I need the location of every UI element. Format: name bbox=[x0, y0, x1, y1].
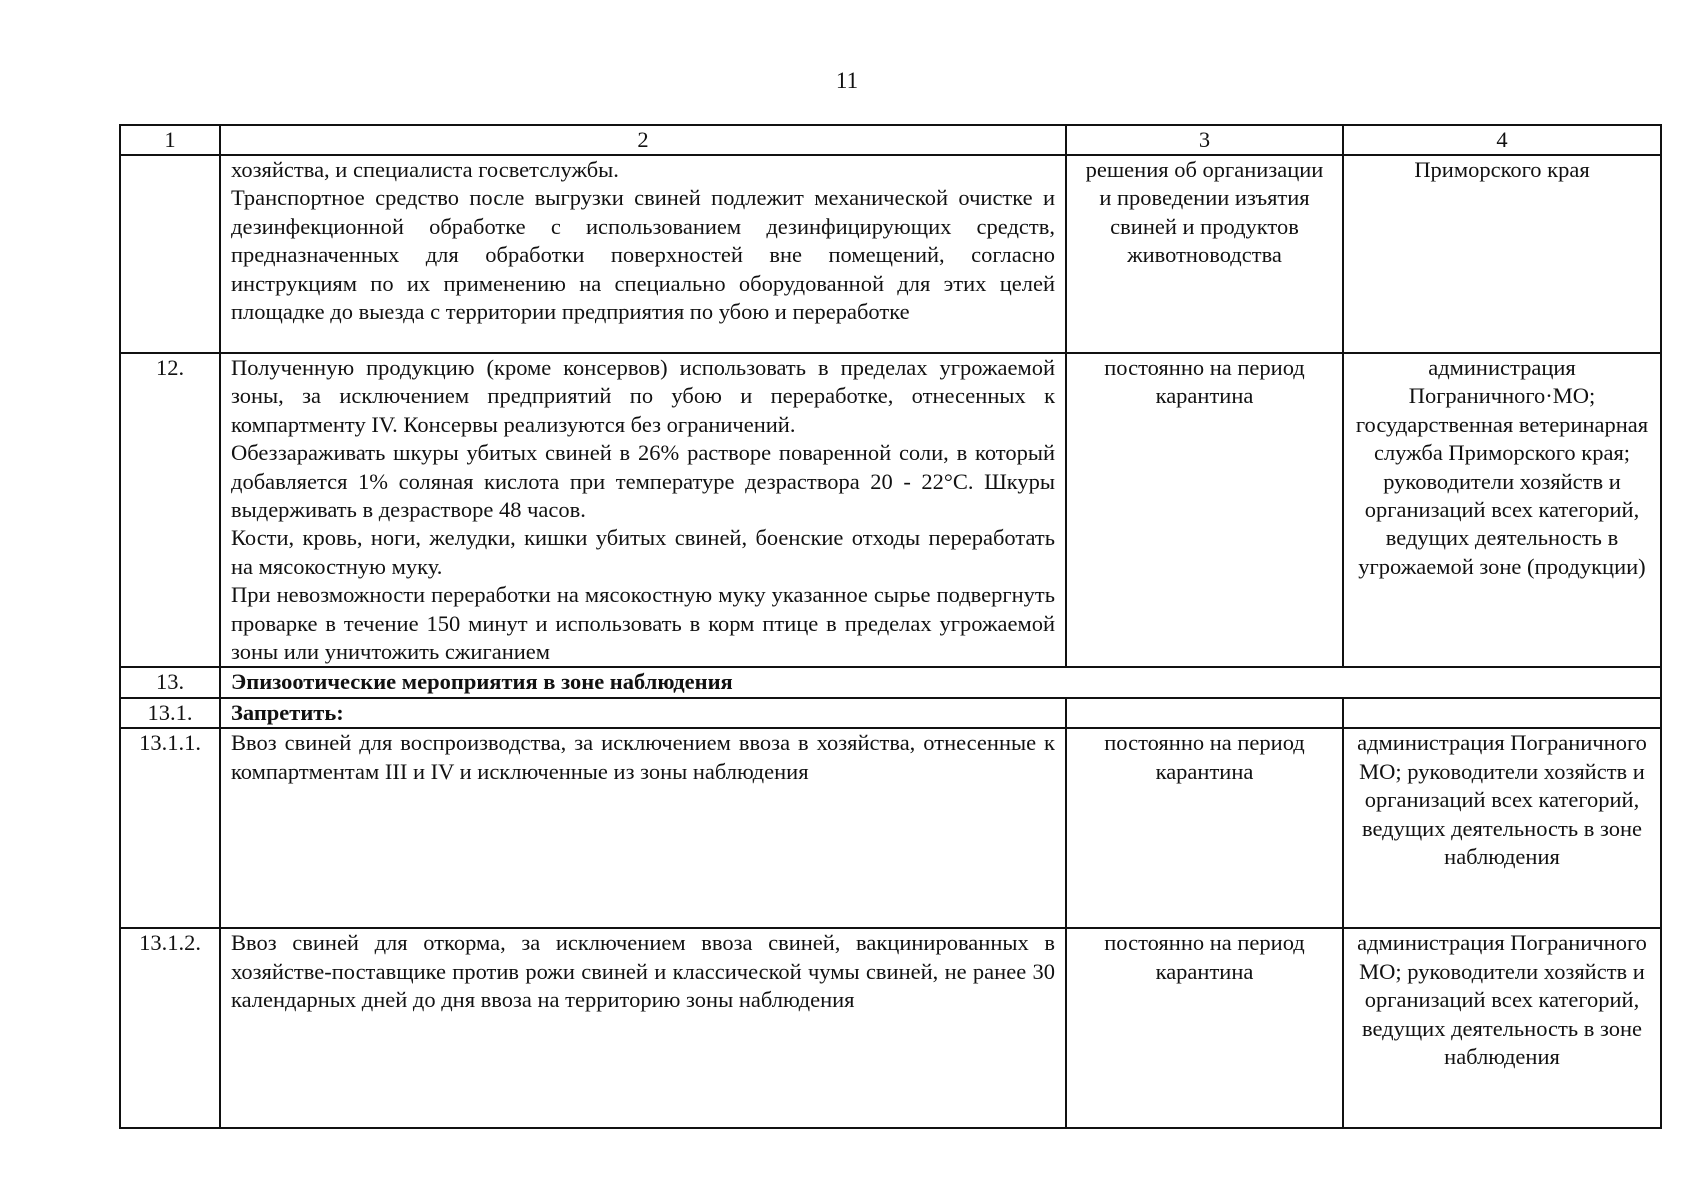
column-header: 2 bbox=[220, 125, 1066, 155]
column-header: 1 bbox=[120, 125, 220, 155]
term-cell bbox=[1066, 698, 1343, 728]
table-header-row bbox=[120, 125, 1661, 155]
measure-text: Запретить: bbox=[220, 698, 1066, 728]
row-number: 13.1.2. bbox=[120, 928, 220, 1128]
table-row bbox=[120, 728, 1661, 928]
table-row bbox=[120, 698, 1661, 728]
responsible-cell: Приморского края bbox=[1343, 155, 1661, 353]
responsible-cell: администрация Пограничного·МО; государственная ветеринарная служба Приморского края; руководители хозяйств и организаций всех категорий, ведущих деятельность в угрожаемой зоне (продукции) bbox=[1343, 353, 1661, 667]
section-title: Эпизоотические мероприятия в зоне наблюдения bbox=[220, 667, 1661, 697]
table-row bbox=[120, 928, 1661, 1128]
term-cell: постоянно на период карантина bbox=[1066, 728, 1343, 928]
measure-paragraph: Ввоз свиней для воспроизводства, за исключением ввоза в хозяйства, отнесенные к компартментам III и IV и исключенные из зоны наблюдения bbox=[231, 730, 1055, 784]
measure-text bbox=[220, 728, 1066, 928]
term-cell: постоянно на период карантина bbox=[1066, 353, 1343, 667]
measure-text bbox=[220, 353, 1066, 667]
column-header: 4 bbox=[1343, 125, 1661, 155]
term-cell: решения об организации и проведении изъятия свиней и продуктов животноводства bbox=[1066, 155, 1343, 353]
row-number: 13. bbox=[120, 667, 220, 697]
measures-table bbox=[119, 124, 1662, 1129]
measure-paragraph: При невозможности переработки на мясокостную муку указанное сырье подвергнуть проварке в течение 150 минут и использовать в корм птице в пределах угрожаемой зоны или уничтожить сжиганием bbox=[231, 582, 1055, 665]
measure-paragraph: Обеззараживать шкуры убитых свиней в 26% растворе поваренной соли, в который добавляется 1% соляная кислота при температуре дезраствора 20 - 22°С. Шкуры выдерживать в дезрастворе 48 часов. bbox=[231, 440, 1055, 523]
row-number bbox=[120, 155, 220, 353]
row-number: 13.1. bbox=[120, 698, 220, 728]
measure-text bbox=[220, 928, 1066, 1128]
measure-text bbox=[220, 155, 1066, 353]
responsible-cell bbox=[1343, 698, 1661, 728]
table-row bbox=[120, 155, 1661, 353]
page-number: 11 bbox=[835, 68, 859, 93]
measure-paragraph: хозяйства, и специалиста госветслужбы. bbox=[231, 157, 619, 182]
column-header: 3 bbox=[1066, 125, 1343, 155]
section-row bbox=[120, 667, 1661, 697]
measure-paragraph: Кости, кровь, ноги, желудки, кишки убитых свиней, боенские отходы переработать на мясокостную муку. bbox=[231, 525, 1055, 579]
term-cell: постоянно на период карантина bbox=[1066, 928, 1343, 1128]
table-row bbox=[120, 353, 1661, 667]
row-number: 13.1.1. bbox=[120, 728, 220, 928]
measure-paragraph: Ввоз свиней для откорма, за исключением ввоза свиней, вакцинированных в хозяйстве-поставщике против рожи свиней и классической чумы свиней, не ранее 30 календарных дней до дня ввоза на территорию зоны наблюдения bbox=[231, 930, 1055, 1013]
responsible-cell: администрация Пограничного МО; руководители хозяйств и организаций всех категорий, ведущих деятельность в зоне наблюдения bbox=[1343, 928, 1661, 1128]
measure-paragraph: Транспортное средство после выгрузки свиней подлежит механической очистке и дезинфекционной обработке с использованием дезинфицирующих средств, предназначенных для обработки поверхностей вне помещений, согласно инструкциям по их применению на специально оборудованной для этих целей площадке до выезда с территории предприятия по убою и переработке bbox=[231, 185, 1055, 325]
measure-paragraph: Полученную продукцию (кроме консервов) использовать в пределах угрожаемой зоны, за исключением предприятий по убою и переработке, отнесенных к компартменту IV. Консервы реализуются без ограничений. bbox=[231, 355, 1055, 437]
row-number: 12. bbox=[120, 353, 220, 667]
responsible-cell: администрация Пограничного МО; руководители хозяйств и организаций всех категорий, ведущих деятельность в зоне наблюдения bbox=[1343, 728, 1661, 928]
